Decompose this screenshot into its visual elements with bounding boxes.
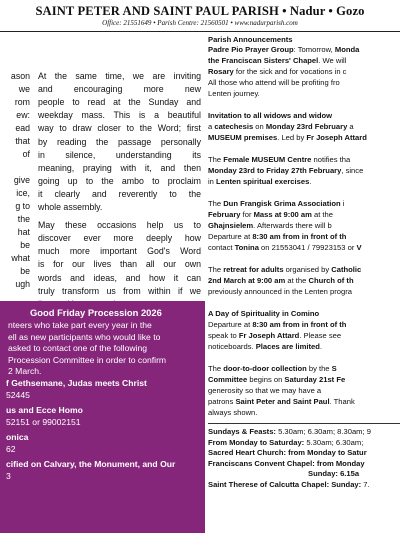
announcement-line: noticeboards. Places are limited. — [208, 342, 322, 351]
procession-line: Procession Committee in order to confirm — [8, 354, 167, 365]
mass-time-value: 7. — [361, 480, 370, 489]
middle-text-line: it clearly and reverently to the — [38, 188, 201, 199]
left-fragment-line: ead — [15, 123, 30, 133]
announcement-line: contact Tonina on 21553041 / 79923153 or V — [208, 243, 362, 252]
middle-text-line: is for our lives than all our own — [38, 259, 201, 270]
mass-time-label: From Monday to Saturday: — [208, 437, 305, 447]
middle-text-line: meaning, praying with it, and then — [38, 162, 201, 173]
header-divider — [0, 31, 400, 32]
mass-time-line — [208, 480, 370, 490]
left-fragment-line: the — [17, 214, 30, 224]
announcement-line: Għajnsielem. Afterwards there will b — [208, 221, 332, 230]
announcement-line: The door-to-door collection by the S — [208, 364, 337, 373]
announcement-line: A Day of Spirituality in Comino — [208, 309, 320, 318]
procession-line: 2 March. — [8, 366, 42, 376]
mass-time-line — [208, 448, 367, 458]
left-fragment-line: hat — [17, 227, 30, 237]
announcement-line: 2nd March at 9:00 am at the Church of th — [208, 276, 354, 285]
announcement-line: Rosary for the sick and for vocations in c — [208, 67, 347, 76]
announcement-line: Monday 23rd to Friday 27th February, since — [208, 166, 364, 175]
procession-group-name: us and Ecce Homo — [6, 405, 83, 415]
procession-group-phone: 52151 or 99002151 — [6, 416, 81, 427]
announcements-column — [208, 34, 400, 422]
announcement-line: previously announced in the Lenten progra — [208, 287, 352, 296]
announcement-line: patrons Saint Peter and Saint Paul. Thank — [208, 397, 355, 406]
announcement-line: Departure at 8:30 am from in front of th — [208, 320, 347, 329]
announcement-line: The retreat for adults organised by Catholic — [208, 265, 362, 274]
procession-box — [0, 301, 205, 533]
mass-times — [208, 425, 400, 533]
mass-time-value: 5.30am; 6.30am; 8.30am; 9 — [275, 427, 371, 436]
mass-time-label: Franciscans Convent Chapel: from Monday — [208, 458, 365, 468]
middle-text-line: words and ideas, and how it can — [38, 272, 201, 283]
mass-time-label: Saint Therese of Calcutta Chapel: Sunday: — [208, 480, 362, 489]
announcement-line: a catechesis on Monday 23rd February a — [208, 122, 354, 131]
left-fragment-line: g to — [15, 201, 30, 211]
mass-time-line — [208, 427, 371, 437]
left-fragment-line: ice, — [16, 188, 30, 198]
procession-group-phone: 3 — [6, 470, 11, 481]
left-fragment-line: give — [13, 175, 30, 185]
announcement-line: Padre Pio Prayer Group: Tomorrow, Monda — [208, 45, 360, 54]
parish-contact: Office: 21551649 • Parish Centre: 21560501 • www.nadurparish.com — [102, 19, 298, 27]
left-fragment-line: ew: — [16, 110, 30, 120]
mass-time-value: Sunday: 6.15a — [308, 469, 360, 479]
middle-text-line: weekday mass. This is a beautiful — [38, 110, 201, 121]
announcement-line: The Female MUSEUM Centre notifies tha — [208, 155, 351, 164]
mass-time-value: 5.30am; 6.30am; — [304, 437, 364, 447]
left-fragment-line: that — [15, 136, 30, 146]
announcement-line: February for Mass at 9:00 am at the — [208, 210, 333, 219]
procession-group-phone: 52445 — [6, 389, 30, 400]
mass-time-label: Sundays & Feasts: — [208, 427, 276, 436]
left-fragment-line: ason — [10, 71, 30, 81]
middle-text-line: way to draw closer to the Word; first — [38, 123, 201, 134]
announcement-line: speak to Fr Joseph Attard. Please see — [208, 331, 342, 340]
left-fragment-line: be — [20, 240, 30, 250]
procession-line: nteers who take part every year in the — [8, 320, 152, 330]
procession-group-name: onica — [6, 432, 29, 442]
mass-time-line — [208, 438, 363, 448]
left-fragment-line: what — [11, 253, 30, 263]
middle-text-line: and encouraging more new — [38, 84, 201, 95]
announcement-line: in Lenten spiritual exercises. — [208, 177, 312, 186]
announcement-line: All those who attend will be profiting fro — [208, 78, 340, 87]
procession-line: asked to contact one of the following — [8, 343, 148, 353]
middle-text-line: At the same time, we are inviting — [38, 71, 201, 81]
mass-time-line — [308, 469, 359, 479]
procession-group-phone: 62 — [6, 443, 16, 454]
mass-times-divider — [208, 423, 400, 424]
parish-title: SAINT PETER AND SAINT PAUL PARISH • Nadur • Gozo — [35, 4, 365, 18]
middle-text-line: discover ever more deeply how — [38, 233, 201, 244]
left-fragment-line: rom — [14, 97, 30, 107]
left-fragment-line: ugh — [15, 279, 30, 289]
procession-title: Good Friday Procession 2026 — [30, 307, 162, 318]
middle-text-line: in silence, understanding its — [38, 149, 201, 160]
announcement-line: MUSEUM premises. Led by Fr Joseph Attard — [208, 133, 367, 142]
announcement-line: generosity so that we may have a — [208, 386, 322, 395]
middle-text-line: people to read at the Sunday and — [38, 97, 201, 108]
procession-group-name: f Gethsemane, Judas meets Christ — [6, 378, 147, 388]
mass-time-label: Sacred Heart Church: from Monday to Satur — [208, 448, 367, 458]
page-header — [0, 4, 400, 28]
announcements-heading: Parish Announcements — [208, 35, 293, 44]
middle-text-line: by reading the passage personally — [38, 136, 201, 147]
middle-text-line: May these occasions help us to — [38, 220, 201, 231]
left-fragment-line: of — [22, 149, 30, 159]
announcement-line: always shown. — [208, 408, 258, 417]
announcement-line: The Dun Frangisk Grima Association i — [208, 199, 345, 208]
middle-text-line: truly transform us from within if we — [38, 285, 201, 296]
left-fragment-line: we — [18, 84, 30, 94]
middle-text-line: going up to the ambo to proclaim — [38, 175, 201, 186]
middle-text-line: whole assembly. — [38, 202, 103, 212]
procession-line: ell as new participants who would like to — [8, 331, 161, 342]
announcement-line: Committee begins on Saturday 21st Fe — [208, 375, 346, 384]
announcement-line: Lenten journey. — [208, 89, 260, 98]
left-fragment-line: be — [20, 266, 30, 276]
announcement-line: the Franciscan Sisters' Chapel. We will — [208, 56, 347, 65]
mass-time-line — [208, 459, 365, 469]
announcement-line: Departure at 8:30 am from in front of th — [208, 232, 347, 241]
procession-group-name: cified on Calvary, the Monument, and Our — [6, 459, 176, 469]
middle-text-line: much more important God's Word — [38, 246, 201, 257]
announcement-line: Invitation to all widows and widow — [208, 111, 333, 120]
